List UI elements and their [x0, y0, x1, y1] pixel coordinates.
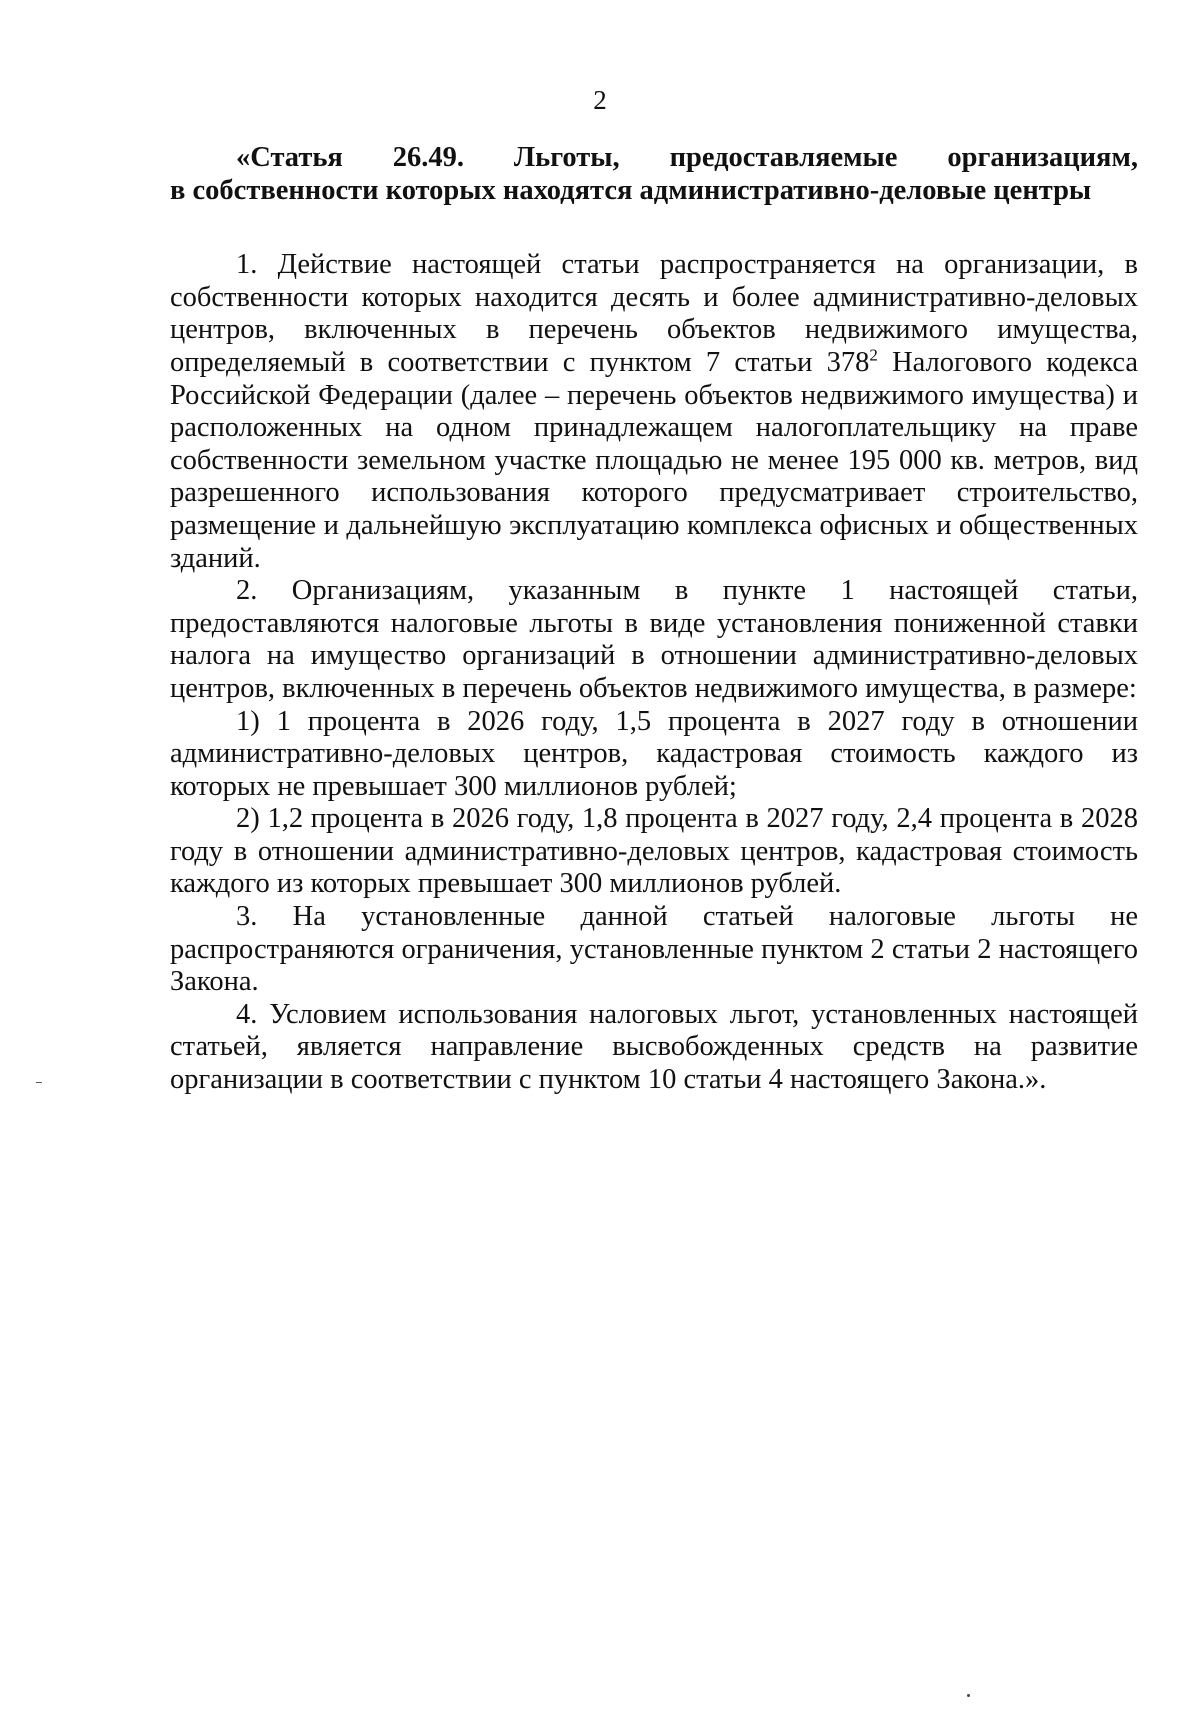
paragraph-1-text-b: Налогового кодекса Российской Федерации (далее – перечень объектов недвижимого имущества) и расположенных на одном принадлежащем налогоплательщику на праве собственности земельном участке площадью не менее 195 000 кв. метров, вид разрешенного использования которого предусматривает строительство, размещение и дальнейшую эксплуатацию комплекса офисных и общественных зданий. [170, 346, 1138, 574]
paragraph-1 [170, 249, 1138, 575]
article-body [170, 142, 1138, 1097]
article-heading [170, 142, 1138, 207]
paragraph-4: 4. Условием использования налоговых льгот, установленных настоящей статьей, является направление высвобожденных средств на развитие организации в соответствии с пунктом 10 статьи 4 настоящего Закона.». [170, 998, 1138, 1096]
paragraph-2-subitem-2: 2) 1,2 процента в 2026 году, 1,8 процента в 2027 году, 2,4 процента в 2028 году в отношении административно-деловых центров, кадастровая стоимость каждого из которых превышает 300 миллионов рублей. [170, 803, 1138, 900]
paragraph-2-subitem-1: 1) 1 процента в 2026 году, 1,5 процента в 2027 году в отношении административно-деловых центров, кадастровая стоимость каждого из которых не превышает 300 миллионов рублей; [170, 705, 1138, 802]
article-heading-line-2: в собственности которых находятся административно-деловые центры [170, 174, 1092, 206]
scan-artifact-dot [967, 1694, 970, 1697]
page-number: 2 [593, 85, 607, 115]
paragraph-1-superscript: 2 [869, 345, 878, 365]
paragraph-1-text-a: 1. Действие настоящей статьи распространяется на организации, в собственности которых находится десять и более административно-деловых центров, включенных в перечень объектов недвижимого имущества, определяемый в соответствии с пунктом 7 статьи 378 [170, 249, 1138, 378]
paragraph-3: 3. На установленные данной статьей налоговые льготы не распространяются ограничения, установленные пунктом 2 статьи 2 настоящего Закона. [170, 901, 1138, 998]
article-heading-line-1: «Статья 26.49. Льготы, предоставляемые организациям, [236, 142, 1138, 173]
paragraph-2: 2. Организациям, указанным в пункте 1 настоящей статьи, предоставляются налоговые льготы в виде установления пониженной ставки налога на имущество организаций в отношении административно-деловых центров, включенных в перечень объектов недвижимого имущества, в размере: [170, 575, 1138, 704]
scan-artifact-margin-mark [36, 1082, 42, 1083]
